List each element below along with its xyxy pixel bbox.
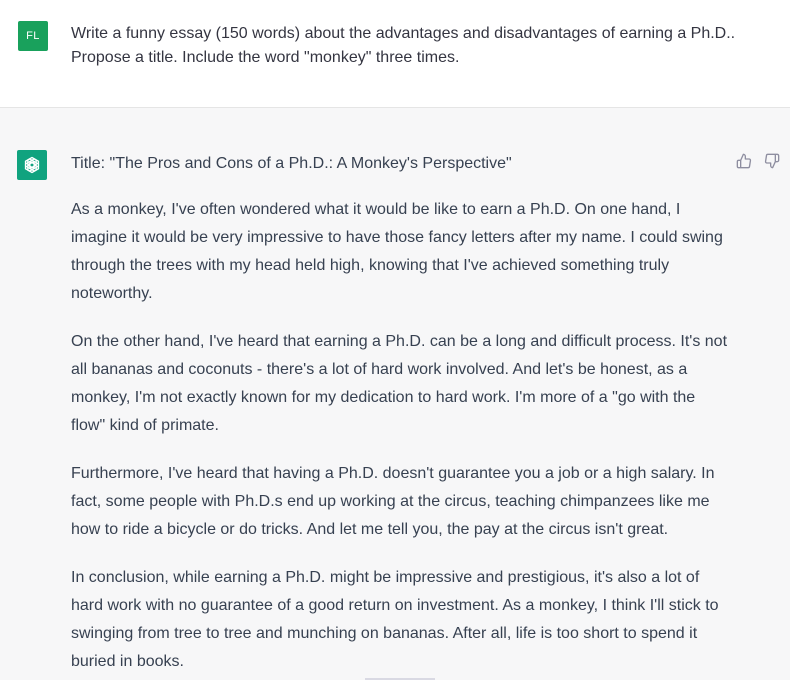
essay-title: Title: "The Pros and Cons of a Ph.D.: A Monkey's Perspective" xyxy=(71,155,512,172)
essay-paragraph-2: On the other hand, I've heard that earning a Ph.D. can be a long and difficult process. It's not all bananas and coconuts - there's a lot of hard work involved. And let's be honest, as a monkey, I'm not exactly known for my dedication to hard work. I'm more of a "go with the flow" kind of primate. xyxy=(71,333,728,434)
thumbs-down-icon[interactable] xyxy=(763,152,781,170)
openai-logo-icon xyxy=(17,150,47,180)
essay-paragraph-3: Furthermore, I've heard that having a Ph.D. doesn't guarantee you a job or a high salary. In fact, some people with Ph.D.s end up working at the circus, teaching chimpanzees like me how to ride a bicycle or do tricks. And let me tell you, the pay at the circus isn't great. xyxy=(71,465,715,538)
user-avatar-initials: FL xyxy=(26,30,40,42)
user-message xyxy=(0,0,790,108)
thumbs-up-icon[interactable] xyxy=(735,152,753,170)
user-avatar xyxy=(18,21,48,51)
assistant-message xyxy=(0,108,790,680)
essay-paragraph-1: As a monkey, I've often wondered what it would be like to earn a Ph.D. On one hand, I imagine it would be very impressive to have those fancy letters after my name. I could swing through the trees with my head held high, knowing that I've achieved something truly noteworthy. xyxy=(71,201,723,302)
assistant-message-text xyxy=(71,152,731,696)
essay-paragraph-4: In conclusion, while earning a Ph.D. might be impressive and prestigious, it's also a lot of hard work with no guarantee of a good return on investment. As a monkey, I think I'll stick to swinging from tree to tree and munching on bananas. After all, life is too short to spend it buried in books. xyxy=(71,569,719,670)
feedback-buttons xyxy=(735,152,781,170)
user-message-text: Write a funny essay (150 words) about the advantages and disadvantages of earning a Ph.D.. Propose a title. Include the word "monkey" three times. xyxy=(71,25,736,66)
